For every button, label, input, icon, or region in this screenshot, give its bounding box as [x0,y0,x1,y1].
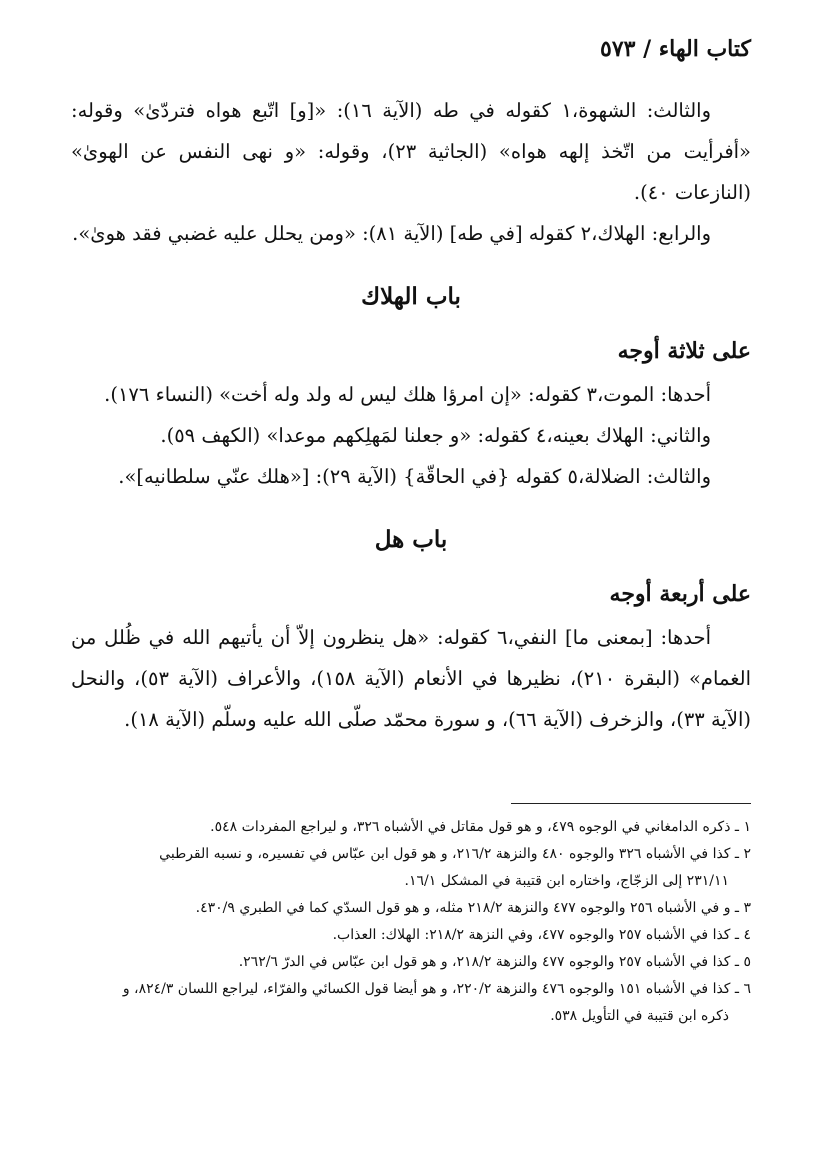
footnote-3: ٣ ـ و في الأشباه ٢٥٦ والوجوه ٤٧٧ والنزهة ٢١٨/٢ مثله، و هو قول السدّي كما في الطبري ٤٣٠/٩. [195,900,751,916]
list-item: والثالث: الضلالة،٥ كقوله {في الحاقّة} (الآية ٢٩): [«هلك عنّي سلطانيه]». [118,465,711,488]
footnote-6: ٦ ـ كذا في الأشباه ١٥١ والوجوه ٤٧٦ والنزهة ٢٢٠/٢، و هو أيضا قول الكسائي والفرّاء، ليراجع اللسان ٨٢٤/٣، و [122,981,751,997]
list-item: أحدها: الموت،٣ كقوله: «إن امرؤا هلك ليس له ولد وله أخت» (النساء ١٧٦). [104,383,711,406]
footnote-separator [511,803,751,804]
main-text [71,90,751,740]
footnote-2-continued: ٢٣١/١١ إلى الزجّاج، واختاره ابن قتيبة في المشكل ١٦/١. [404,873,729,889]
paragraph-fourth-meaning: والرابع: الهلاك،٢ كقوله [في طه] (الآية ٨١): «ومن يحلل عليه غضبي فقد هوىٰ». [72,222,711,245]
running-header: كتاب الهاء / ٥٧٣ [600,36,751,62]
footnote-5: ٥ ـ كذا في الأشباه ٢٥٧ والوجوه ٤٧٧ والنزهة ٢١٨/٢، و هو قول ابن عبّاس في الدرّ ٢٦٢/٦. [238,954,751,970]
footnote-2: ٢ ـ كذا في الأشباه ٣٢٦ والوجوه ٤٨٠ والنزهة ٢١٦/٢، و هو قول ابن عبّاس في تفسيره، و نسبه القرطبي [159,846,751,862]
footnote-1: ١ ـ ذكره الدامغاني في الوجوه ٤٧٩، و هو قول مقاتل في الأشباه ٣٢٦، و ليراجع المفردات ٥٤٨. [210,819,751,835]
section-title-hal: باب هل [374,526,448,553]
paragraph-first-meaning: أحدها: [بمعنى ما] النفي،٦ كقوله: «هل ينظرون إلاّ أن يأتيهم الله في ظُلل من الغمام» (البقرة ٢١٠)، نظيرها في الأنعام (الآية ١٥٨)، والأعراف (الآية ٥٣)، والنحل (الآية ٣٣)، والزخرف (الآية ٦٦)، و سورة محمّد صلّى الله عليه وسلّم (الآية ١٨). [71,626,751,731]
list-item: والثاني: الهلاك بعينه،٤ كقوله: «و جعلنا لمَهلِكهم موعدا» (الكهف ٥٩). [160,424,711,447]
footnote-4: ٤ ـ كذا في الأشباه ٢٥٧ والوجوه ٤٧٧، وفي النزهة ٢١٨/٢: الهلاك: العذاب. [332,927,751,943]
paragraph-third-meaning: والثالث: الشهوة،١ كقوله في طه (الآية ١٦): «[و] اتّبع هواه فتردّىٰ» وقوله: «أفرأيت من اتّخذ إلهه هواه» (الجاثية ٢٣)، وقوله: «و نهى النفس عن الهوىٰ» (النازعات ٤٠). [71,99,751,204]
section-subtitle-hal: على أربعة أوجه [609,581,751,607]
footnote-6-continued: ذكره ابن قتيبة في التأويل ٥٣٨. [550,1008,729,1024]
section-title-halak: باب الهلاك [361,283,461,310]
section-subtitle-halak: على ثلاثة أوجه [617,338,751,364]
footnotes [71,814,751,1030]
